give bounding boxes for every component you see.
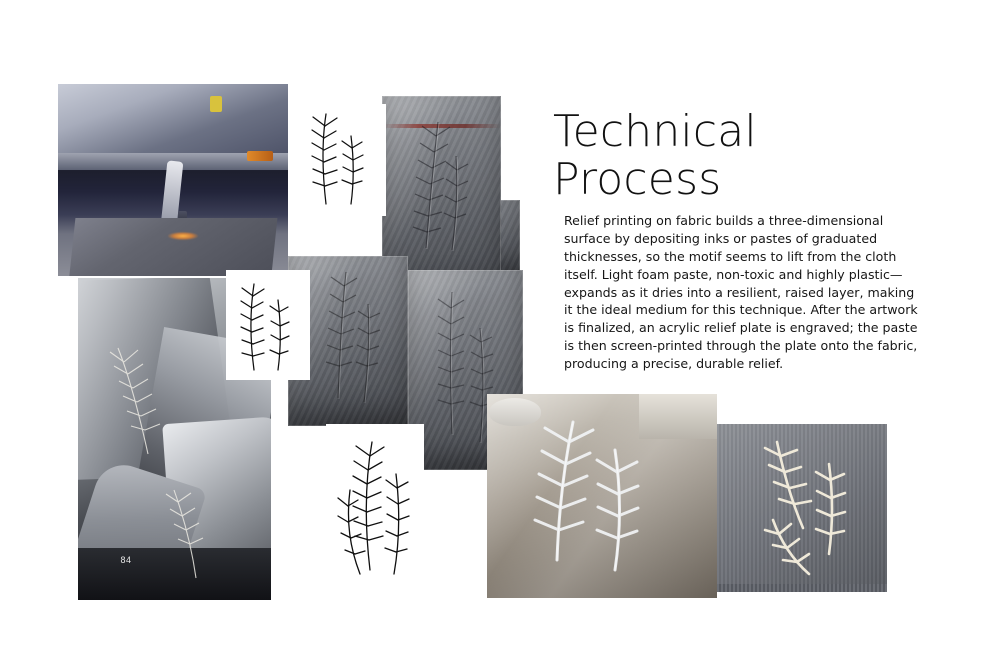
fabric-swatch-photo — [717, 424, 887, 592]
page-title — [553, 108, 945, 203]
machine-warning-sticker — [210, 96, 222, 112]
page-title-line-1: Technical — [553, 106, 757, 157]
branch-motif-card-2 — [226, 270, 310, 380]
body-text-block — [564, 212, 919, 373]
garment-label: 84 — [120, 554, 132, 565]
body-paragraph: Relief printing on fabric builds a three-dimensional surface by depositing inks or pastes of graduated thicknesses, so the motif seems to lift from the cloth itself. Light foam paste, non-toxic and highly plastic—expands as it dries into a resilient, raised layer, making it the ideal medium for this technique. After the artwork is finalized, an acrylic relief plate is engraved; the paste is then screen-printed through the plate onto the fabric, producing a precise, durable relief. — [564, 213, 918, 371]
branch-motif-icon — [326, 424, 424, 590]
machine-bed — [68, 218, 277, 276]
printed-relief-motif — [487, 394, 717, 598]
laser-cutter-photo — [58, 84, 288, 276]
machine-control-light — [247, 151, 273, 161]
screen-print-photo — [487, 394, 717, 598]
swatch-relief-motif — [717, 424, 887, 592]
swatch-fringe-edge — [717, 584, 887, 592]
laser-spark — [168, 232, 198, 240]
branch-motif-icon — [226, 270, 310, 380]
branch-motif-card-1 — [296, 104, 386, 216]
branch-motif-card-3 — [326, 424, 424, 590]
page-title-line-2: Process — [553, 153, 722, 205]
branch-motif-icon — [296, 104, 386, 216]
